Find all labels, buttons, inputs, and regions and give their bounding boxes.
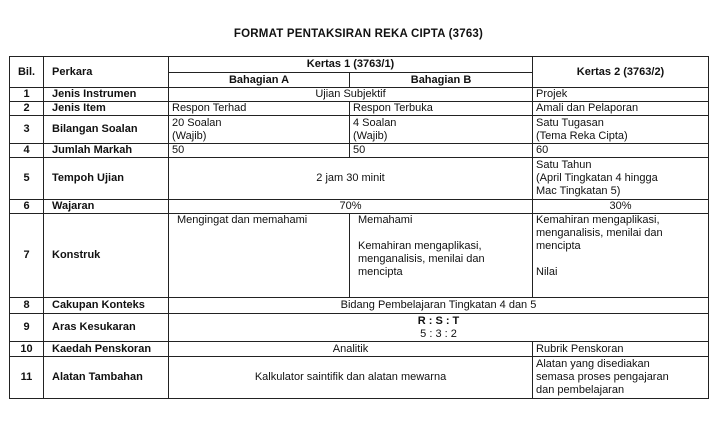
kertas2-cell <box>533 214 709 298</box>
header-perkara: Perkara <box>44 57 169 88</box>
cell-line: Alatan yang disediakan <box>536 358 650 370</box>
cell-line: 20 Soalan <box>172 116 222 129</box>
cell-line: (April Tingkatan 4 hingga <box>536 172 658 184</box>
header-bahagian-b: Bahagian B <box>350 73 533 88</box>
cell-line: Satu Tahun <box>536 159 592 171</box>
bahagian-a-cell: 50 <box>169 144 350 158</box>
table-row <box>10 357 709 399</box>
header-kertas2: Kertas 2 (3763/2) <box>533 57 709 88</box>
header-bil: Bil. <box>10 57 44 88</box>
kertas2-cell <box>533 357 709 399</box>
row-number: 8 <box>10 298 44 314</box>
cell-line: Mac Tingkatan 5) <box>536 185 621 197</box>
kertas2-cell: Projek <box>533 88 709 102</box>
bahagian-b-cell: 50 <box>350 144 533 158</box>
all-papers-cell: Bidang Pembelajaran Tingkatan 4 dan 5 <box>169 298 709 314</box>
row-label: Jenis Instrumen <box>44 88 169 102</box>
kertas1-cell: Analitik <box>169 342 533 357</box>
table-row <box>10 102 709 116</box>
page-title: FORMAT PENTAKSIRAN REKA CIPTA (3763) <box>233 28 484 40</box>
kertas2-cell: Amali dan Pelaporan <box>533 102 709 116</box>
bahagian-a-cell <box>169 116 350 144</box>
kertas1-cell: 70% <box>169 200 533 214</box>
row-number: 6 <box>10 200 44 214</box>
table-row <box>10 214 709 298</box>
kertas1-cell: Kalkulator saintifik dan alatan mewarna <box>169 357 533 399</box>
row-label: Jenis Item <box>44 102 169 116</box>
row-number: 7 <box>10 214 44 298</box>
kertas2-cell <box>533 158 709 200</box>
header-kertas1: Kertas 1 (3763/1) <box>169 57 533 73</box>
kertas2-cell: 30% <box>533 200 709 214</box>
cell-line: menganalisis, menilai dan <box>536 227 663 239</box>
table-row <box>10 342 709 357</box>
row-label: Kaedah Penskoran <box>44 342 169 357</box>
cell-line: Nilai <box>536 266 558 278</box>
kertas2-cell <box>533 116 709 144</box>
row-number: 1 <box>10 88 44 102</box>
cell-line: menganalisis, menilai dan <box>358 253 485 265</box>
header-bahagian-a: Bahagian A <box>169 73 350 88</box>
row-number: 4 <box>10 144 44 158</box>
table-row <box>10 298 709 314</box>
bahagian-b-cell <box>350 116 533 144</box>
table-row <box>10 314 709 342</box>
kertas2-cell: 60 <box>533 144 709 158</box>
cell-line: Kemahiran mengaplikasi, <box>536 214 660 226</box>
all-papers-cell <box>169 314 709 342</box>
row-number: 9 <box>10 314 44 342</box>
row-number: 5 <box>10 158 44 200</box>
bahagian-a-cell: Mengingat dan memahami <box>169 214 350 298</box>
bahagian-a-cell: Respon Terhad <box>169 102 350 116</box>
table-row <box>10 144 709 158</box>
table-row <box>10 200 709 214</box>
row-number: 11 <box>10 357 44 399</box>
cell-line: (Wajib) <box>353 129 388 142</box>
difficulty-ratio: 5 : 3 : 2 <box>420 327 457 340</box>
cell-line: Satu Tugasan <box>536 116 604 129</box>
row-label: Tempoh Ujian <box>44 158 169 200</box>
row-label: Cakupan Konteks <box>44 298 169 314</box>
cell-line: (Tema Reka Cipta) <box>536 129 628 142</box>
kertas1-cell: 2 jam 30 minit <box>169 158 533 200</box>
assessment-format-table <box>9 56 709 399</box>
row-label: Konstruk <box>44 214 169 298</box>
table-row <box>10 88 709 102</box>
cell-line: mencipta <box>536 240 581 252</box>
cell-line: mencipta <box>358 266 403 278</box>
cell-line: Kemahiran mengaplikasi, <box>358 240 482 252</box>
row-number: 10 <box>10 342 44 357</box>
row-label: Aras Kesukaran <box>44 314 169 342</box>
kertas2-cell: Rubrik Penskoran <box>533 342 709 357</box>
difficulty-levels: R : S : T <box>417 314 460 327</box>
row-number: 2 <box>10 102 44 116</box>
row-label: Bilangan Soalan <box>44 116 169 144</box>
cell-line: 4 Soalan <box>353 116 397 129</box>
cell-line: Memahami <box>358 214 413 226</box>
table-row <box>10 116 709 144</box>
row-label: Wajaran <box>44 200 169 214</box>
table-row <box>10 158 709 200</box>
bahagian-b-cell: Respon Terbuka <box>350 102 533 116</box>
row-label: Jumlah Markah <box>44 144 169 158</box>
cell-line: semasa proses pengajaran <box>536 371 669 383</box>
cell-line: (Wajib) <box>172 129 207 142</box>
kertas1-cell: Ujian Subjektif <box>169 88 533 102</box>
row-label: Alatan Tambahan <box>44 357 169 399</box>
row-number: 3 <box>10 116 44 144</box>
bahagian-b-cell <box>350 214 533 298</box>
cell-line: dan pembelajaran <box>536 384 625 396</box>
